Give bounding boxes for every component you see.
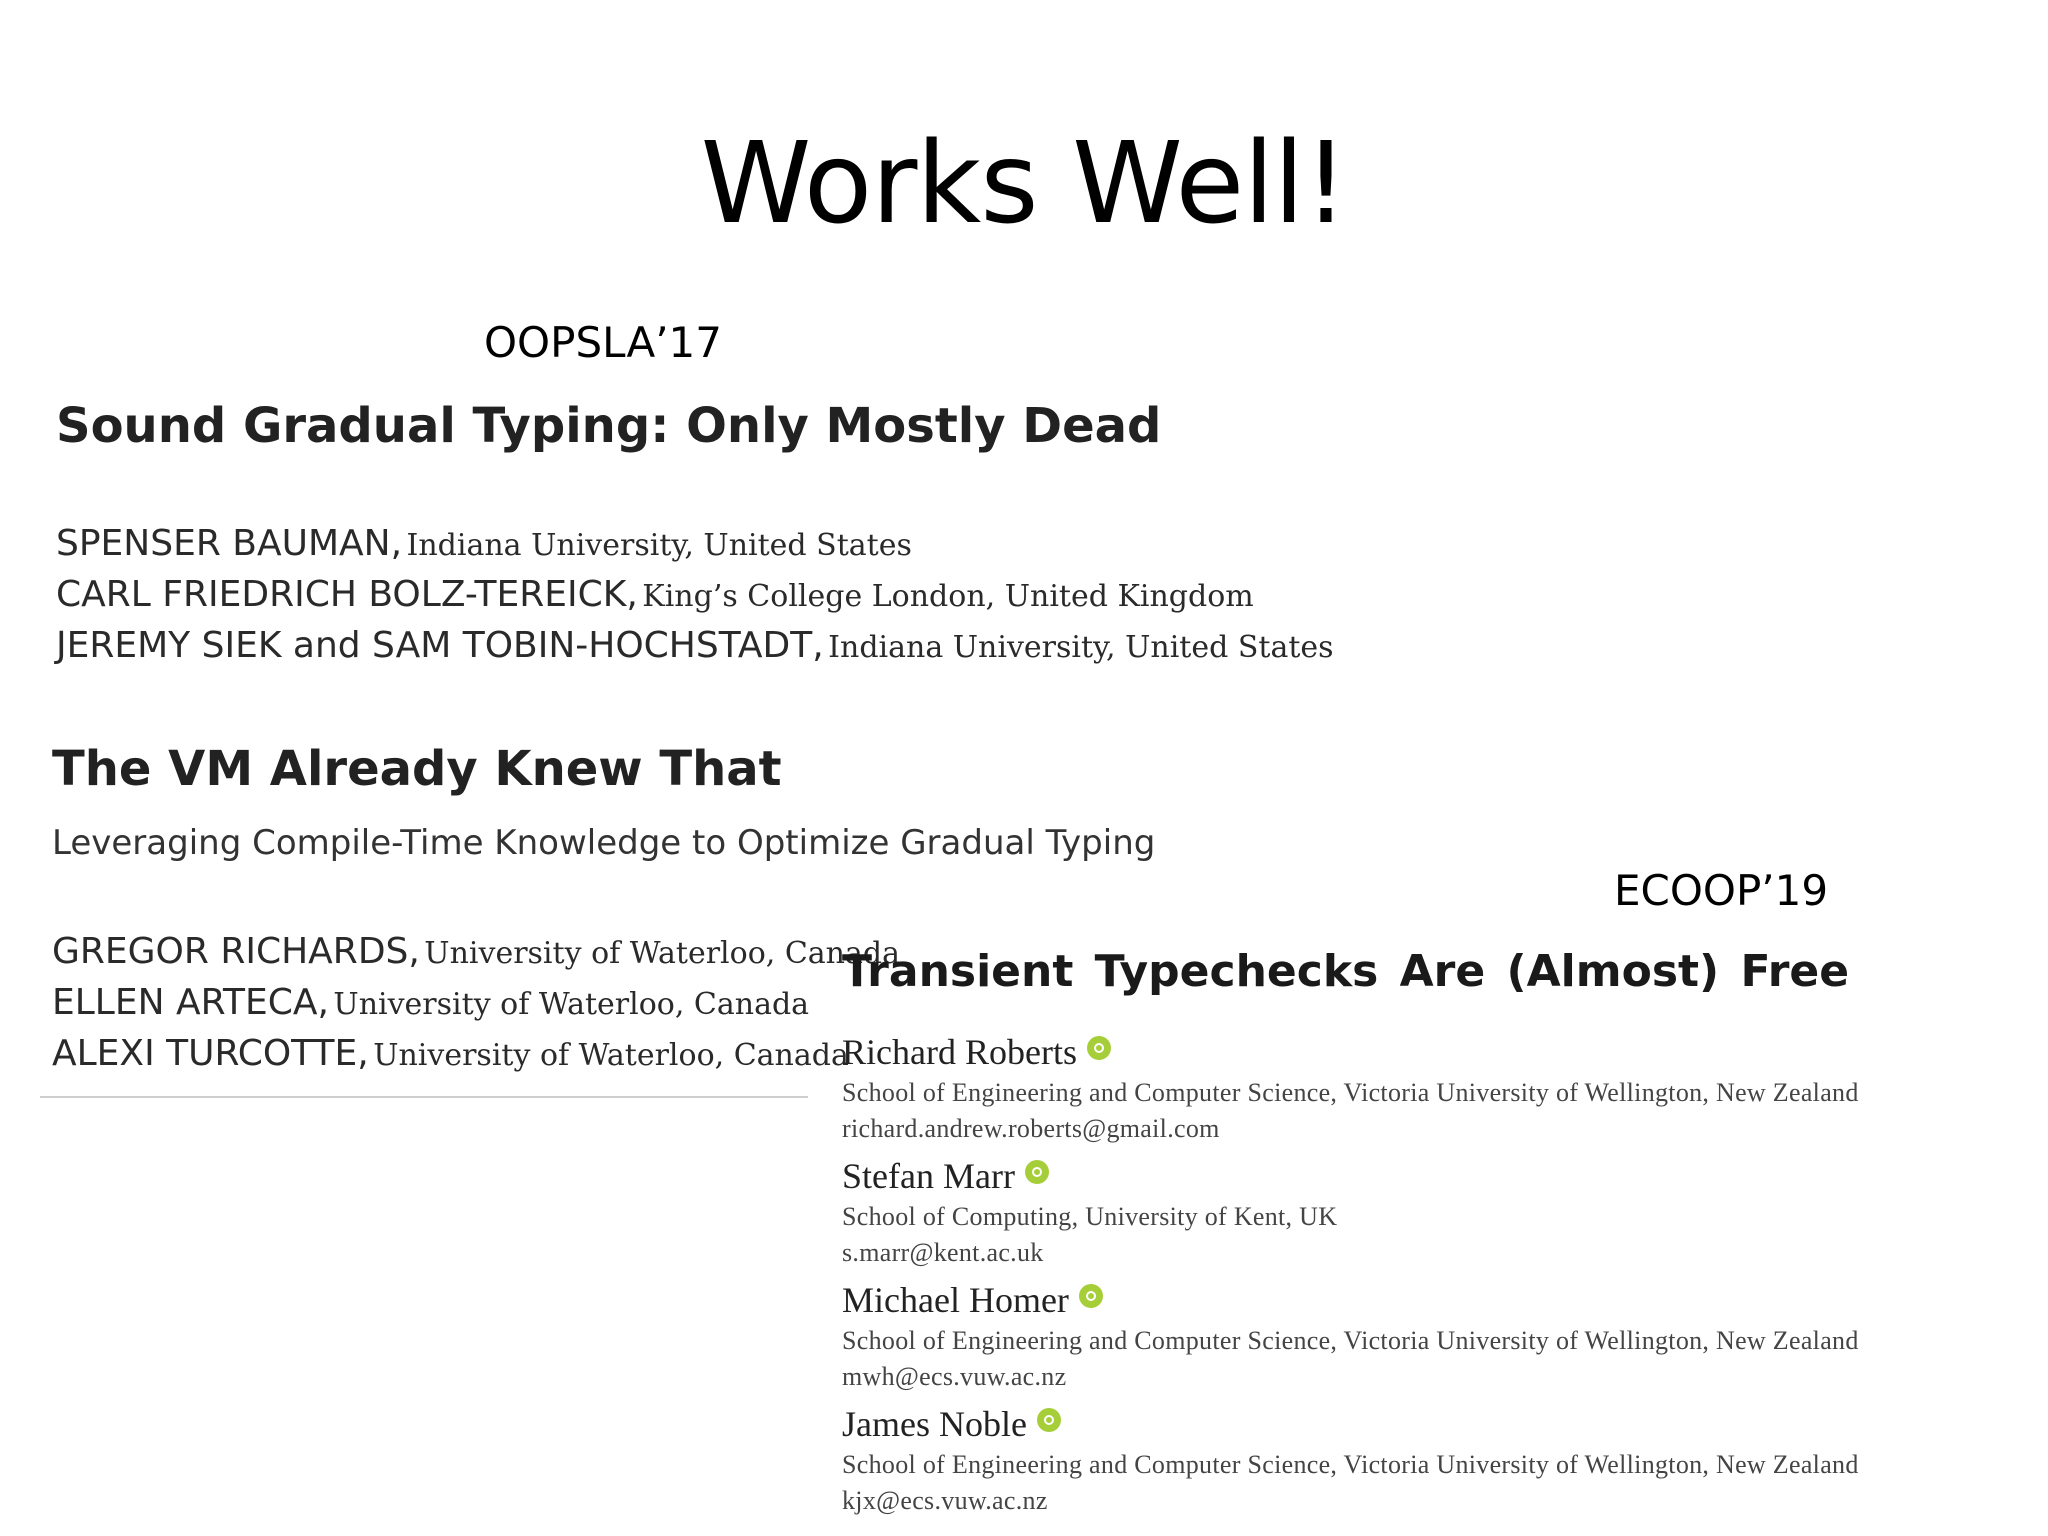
author-name: ALEXI TURCOTTE, [52, 1033, 369, 1074]
paper1-author-2 [56, 574, 1254, 615]
author-name: GREGOR RICHARDS, [52, 931, 420, 972]
paper2-author-3 [52, 1033, 849, 1074]
author-name: Michael Homer [842, 1280, 1069, 1320]
paper1-author-3 [56, 625, 1334, 666]
paper2-author-1 [52, 931, 900, 972]
author-name: SPENSER BAUMAN, [56, 523, 403, 564]
author-name: Richard Roberts [842, 1032, 1077, 1072]
paper2-author-list [40, 920, 900, 1090]
author-affiliation: School of Computing, University of Kent, UK [842, 1202, 1338, 1231]
divider [40, 1096, 808, 1098]
author-name: Stefan Marr [842, 1156, 1015, 1196]
author-email: mwh@ecs.vuw.ac.nz [842, 1362, 1067, 1391]
author-email: richard.andrew.roberts@gmail.com [842, 1114, 1220, 1143]
venue-label-ecoop: ECOOP’19 [1614, 866, 1829, 915]
orcid-icon[interactable] [1037, 1408, 1061, 1432]
author-affiliation: School of Engineering and Computer Science, Victoria University of Wellington, New Zealand [842, 1078, 1859, 1107]
paper1-title: Sound Gradual Typing: Only Mostly Dead [56, 398, 1162, 454]
author-name: ELLEN ARTECA, [52, 982, 329, 1023]
author-name: James Noble [842, 1404, 1027, 1444]
author-email: s.marr@kent.ac.uk [842, 1238, 1044, 1267]
author-affiliation: King’s College London, United Kingdom [642, 579, 1254, 614]
author-email: kjx@ecs.vuw.ac.nz [842, 1486, 1048, 1515]
paper2-author-2 [52, 982, 810, 1023]
author-affiliation: University of Waterloo, Canada [424, 936, 900, 971]
paper2-title: The VM Already Knew That [52, 741, 782, 797]
orcid-icon[interactable] [1087, 1036, 1111, 1060]
author-affiliation: Indiana University, United States [406, 528, 912, 563]
author-affiliation: University of Waterloo, Canada [333, 987, 810, 1022]
author-affiliation: School of Engineering and Computer Science, Victoria University of Wellington, New Zealand [842, 1450, 1859, 1479]
venue-label-oopsla: OOPSLA’17 [484, 318, 722, 367]
paper3-title: Transient Typechecks Are (Almost) Free [842, 946, 1850, 997]
orcid-icon[interactable] [1079, 1284, 1103, 1308]
orcid-icon[interactable] [1025, 1160, 1049, 1184]
author-affiliation: University of Waterloo, Canada [373, 1038, 849, 1073]
paper2-subtitle: Leveraging Compile-Time Knowledge to Optimize Gradual Typing [52, 823, 1156, 863]
paper1-author-1 [56, 523, 912, 564]
author-name: CARL FRIEDRICH BOLZ-TEREICK, [56, 574, 638, 615]
paper3-author-3 [842, 1282, 1859, 1390]
author-name: JEREMY SIEK and SAM TOBIN-HOCHSTADT, [56, 625, 824, 666]
author-affiliation: Indiana University, United States [828, 630, 1334, 665]
author-affiliation: School of Engineering and Computer Science, Victoria University of Wellington, New Zealand [842, 1326, 1859, 1355]
slide-title: Works Well! [700, 119, 1348, 249]
paper3-author-1 [842, 1034, 1859, 1142]
paper3-author-2 [842, 1158, 1337, 1266]
paper3-author-4 [842, 1406, 1859, 1514]
